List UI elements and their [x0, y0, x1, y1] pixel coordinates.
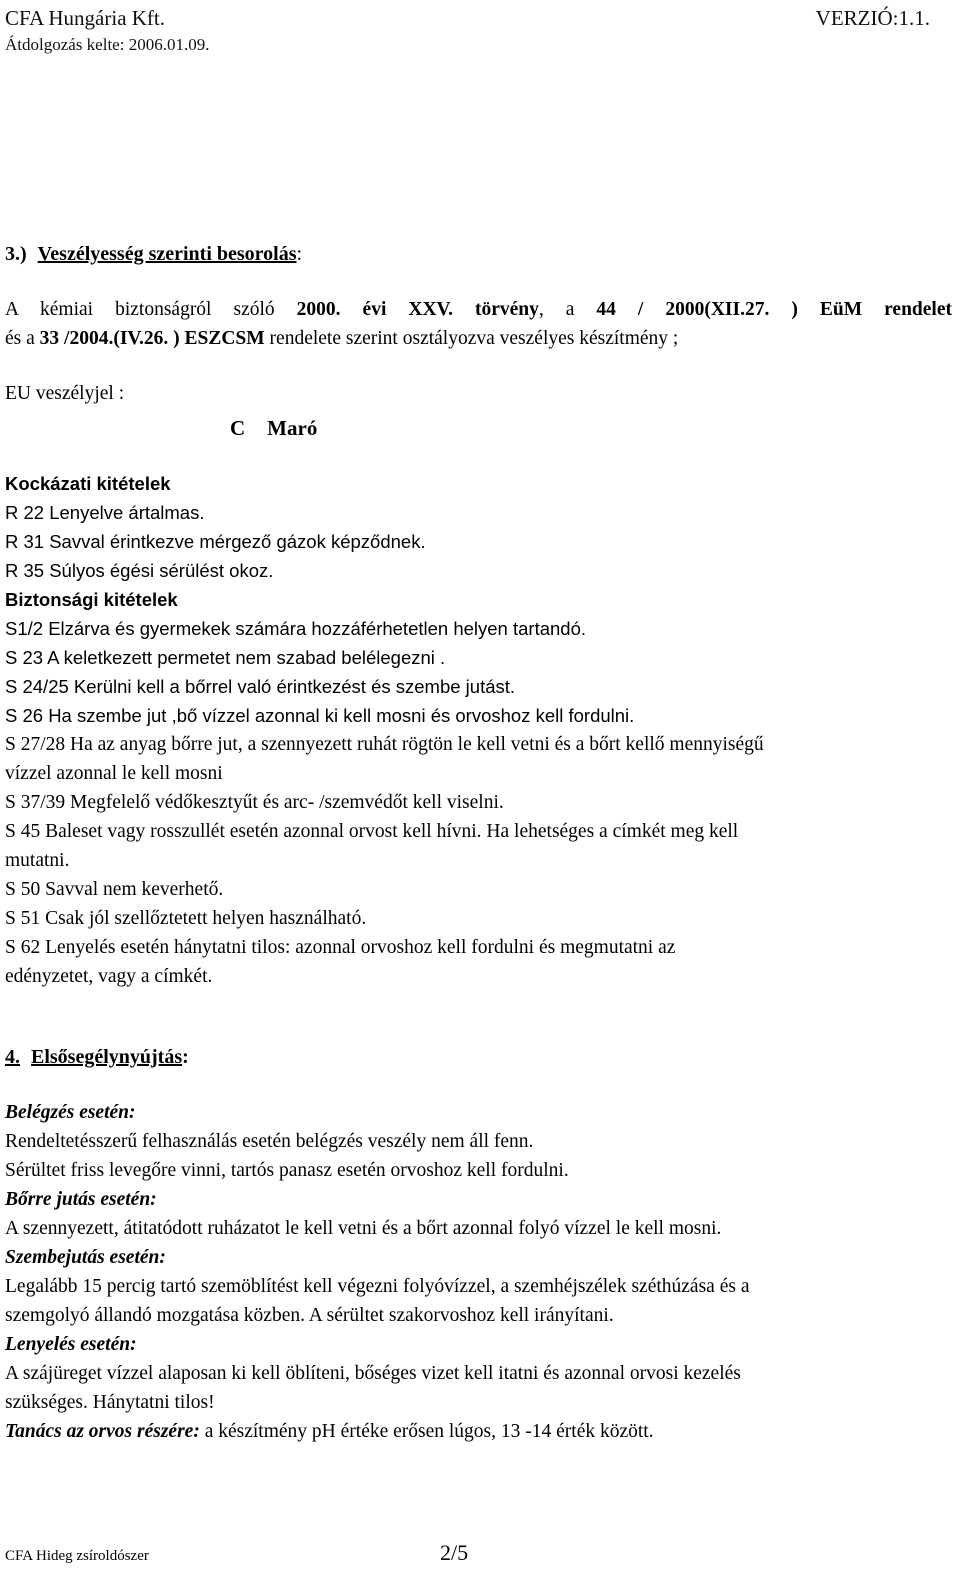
legal-text: A kémiai biztonságról szóló [5, 299, 297, 320]
hazard-symbol-name: Maró [267, 416, 318, 440]
risk-phrase: R 35 Súlyos égési sérülést okoz. [5, 560, 274, 581]
safety-phrases-title: Biztonsági kitételek [5, 589, 178, 610]
section-3-heading [5, 240, 955, 269]
safety-phrase: S 26 Ha szembe jut ,bő vízzel azonnal ki kell mosni és orvoshoz kell fordulni. [5, 705, 635, 726]
inhalation-title: Belégzés esetén: [5, 1102, 136, 1123]
header-revision-date: Átdolgozás kelte: 2006.01.09. [5, 35, 210, 54]
eu-hazard-label: EU veszélyjel : [5, 383, 125, 404]
footer-page-number: 2/5 [440, 1540, 469, 1565]
safety-phrase: S 51 Csak jól szellőztetett helyen használható. [5, 908, 367, 929]
safety-phrase: S 24/25 Kerülni kell a bőrrel való érintkezést és szembe jutást. [5, 676, 516, 697]
safety-phrase: S 37/39 Megfelelő védőkesztyűt és arc- /szemvédőt kell viselni. [5, 792, 504, 813]
section-4-colon: : [182, 1046, 189, 1068]
header-version: VERZIÓ:1.1. [815, 6, 930, 30]
legal-text: és a [5, 328, 40, 349]
eye-contact-title: Szembejutás esetén: [5, 1247, 166, 1268]
phrases-block [5, 469, 955, 730]
section-3-title: Veszélyesség szerinti besorolás [37, 243, 297, 265]
risk-phrase: R 22 Lenyelve ártalmas. [5, 502, 205, 523]
safety-phrase: S1/2 Elzárva és gyermekek számára hozzáférhetetlen helyen tartandó. [5, 618, 587, 639]
safety-phrase: S 62 Lenyelés esetén hánytatni tilos: azonnal orvoshoz kell fordulni és megmutatni az [5, 937, 676, 958]
ingestion-text: szükséges. Hánytatni tilos! [5, 1392, 215, 1413]
section-3-number: 3.) [5, 243, 27, 265]
legal-text: rendelete szerint osztályozva veszélyes készítmény ; [264, 328, 679, 349]
decree-reference: 33 /2004.(IV.26. ) ESZCSM [39, 328, 265, 349]
document-body [5, 240, 955, 1446]
phrases-block-serif [5, 730, 955, 991]
safety-phrase: edényzetet, vagy a címkét. [5, 966, 213, 987]
safety-phrase: vízzel azonnal le kell mosni [5, 763, 223, 784]
inhalation-text: Sérültet friss levegőre vinni, tartós panasz esetén orvoshoz kell fordulni. [5, 1160, 569, 1181]
risk-phrase: R 31 Savval érintkezve mérgező gázok képződnek. [5, 531, 426, 552]
section-4-title: Elsősegélynyújtás [31, 1046, 183, 1068]
safety-phrase: S 45 Baleset vagy rosszullét esetén azonnal orvost kell hívni. Ha lehetséges a címkét meg kell [5, 821, 739, 842]
inhalation-text: Rendeltetésszerű felhasználás esetén belégzés veszély nem áll fenn. [5, 1131, 534, 1152]
eye-contact-text: Legalább 15 percig tartó szemöblítést kell végezni folyóvízzel, a szemhéjszélek széthúzása és a [5, 1276, 750, 1297]
law-reference: 2000. évi XXV. törvény [296, 299, 539, 320]
header-company: CFA Hungária Kft. [5, 6, 166, 30]
section-4-number: 4. [5, 1046, 20, 1068]
section-4-heading [5, 1043, 955, 1072]
skin-contact-text: A szennyezett, átitatódott ruházatot le kell vetni és a bőrt azonnal folyó vízzel le kell mosni. [5, 1218, 722, 1239]
section-3-colon: : [296, 243, 303, 265]
ingestion-text: A szájüreget vízzel alaposan ki kell öblíteni, bőséges vizet kell itatni és azonnal orvosi kezelés [5, 1363, 741, 1384]
hazard-symbol [5, 414, 955, 443]
doctor-advice-title: Tanács az orvos részére: [5, 1421, 200, 1442]
doctor-advice-text: a készítmény pH értéke erősen lúgos, 13 -14 érték között. [199, 1421, 654, 1442]
decree-reference: 44 / 2000(XII.27. ) EüM rendelet [596, 299, 952, 320]
legal-basis-line-1 [5, 295, 952, 324]
footer-product-name: CFA Hideg zsíroldószer [5, 1548, 149, 1564]
safety-phrase: S 23 A keletkezett permetet nem szabad belélegezni . [5, 647, 446, 668]
risk-phrases-title: Kockázati kitételek [5, 473, 171, 494]
safety-phrase: mutatni. [5, 850, 70, 871]
safety-phrase: S 27/28 Ha az anyag bőrre jut, a szennyezett ruhát rögtön le kell vetni és a bőrt kellő mennyiségű [5, 734, 764, 755]
legal-basis-line-2 [5, 324, 955, 353]
safety-phrase: S 50 Savval nem keverhető. [5, 879, 224, 900]
skin-contact-title: Bőrre jutás esetén: [5, 1189, 157, 1210]
ingestion-title: Lenyelés esetén: [5, 1334, 137, 1355]
legal-text: , a [538, 299, 597, 320]
eye-contact-text: szemgolyó állandó mozgatása közben. A sérültet szakorvoshoz kell irányítani. [5, 1305, 614, 1326]
doctor-advice [5, 1417, 955, 1446]
hazard-symbol-code: C [230, 416, 246, 440]
